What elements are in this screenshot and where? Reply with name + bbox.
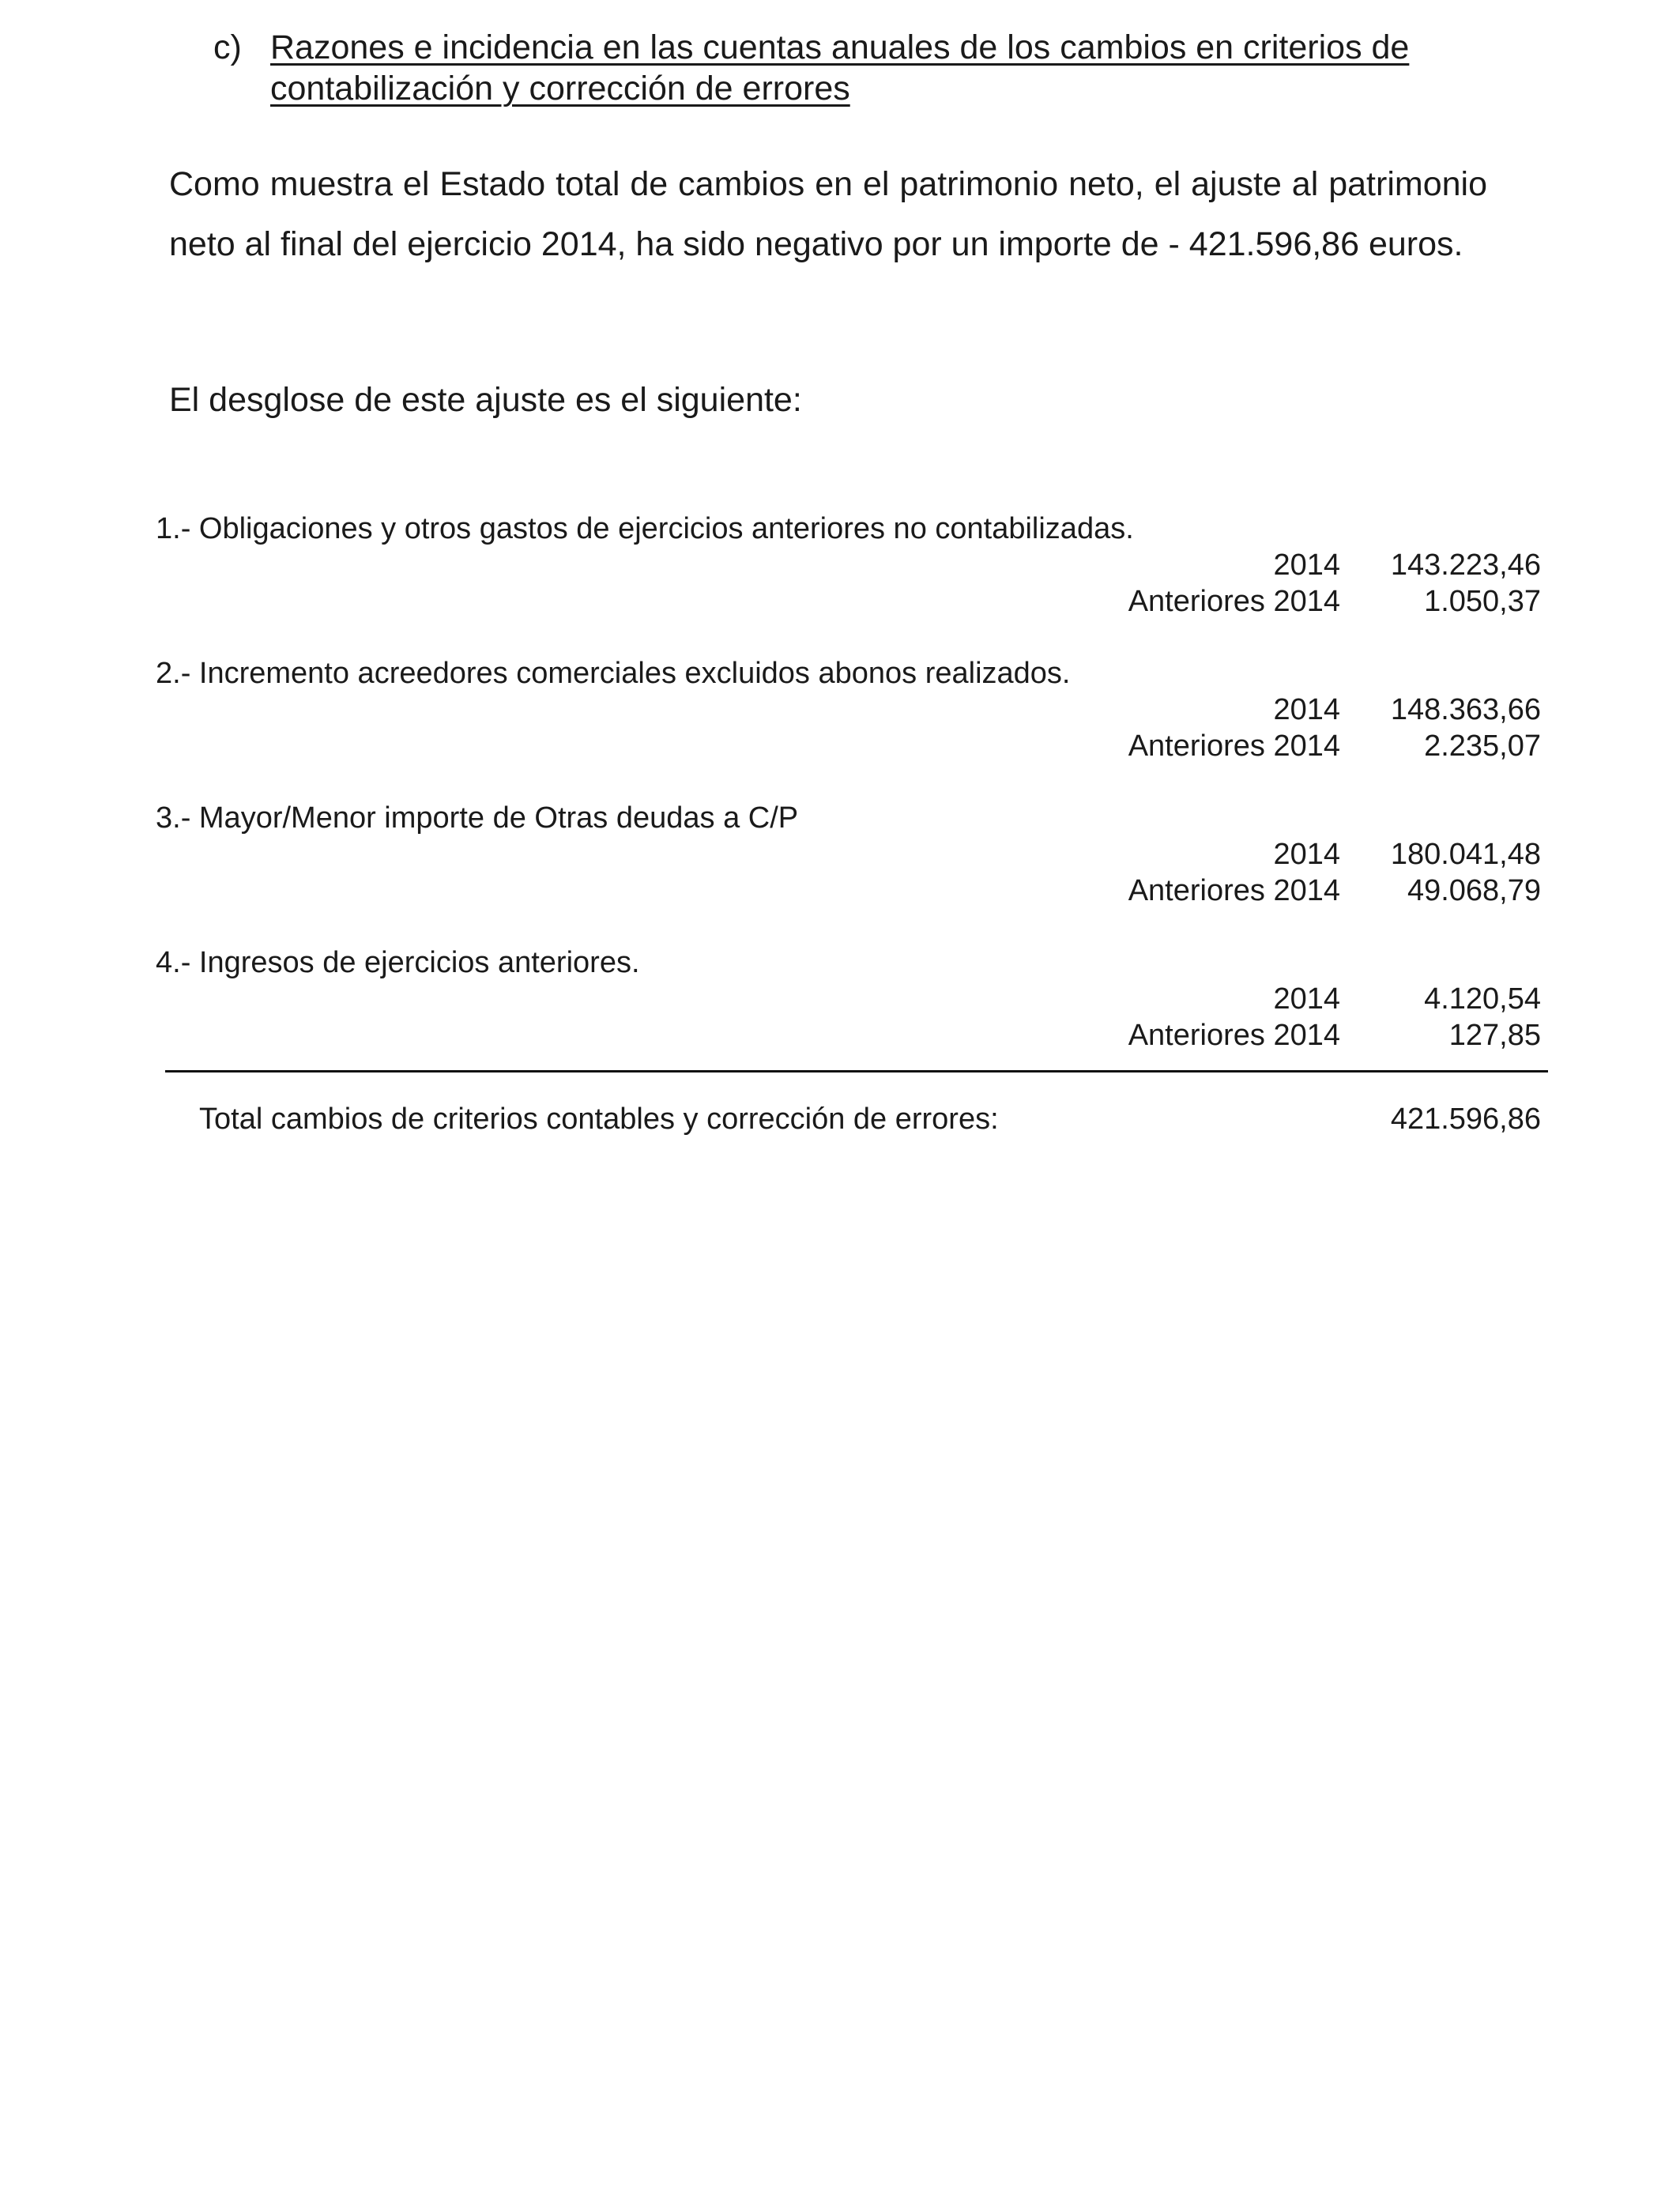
row-value: 4.120,54 bbox=[1424, 982, 1541, 1016]
row-label: Anteriores 2014 bbox=[1128, 729, 1340, 763]
total-label: Total cambios de criterios contables y corrección de errores: bbox=[199, 1103, 999, 1136]
row-label: 2014 bbox=[1273, 838, 1340, 871]
row-value: 2.235,07 bbox=[1424, 729, 1541, 763]
total-divider bbox=[165, 1070, 1548, 1072]
breakdown-intro: El desglose de este ajuste es el siguiente: bbox=[169, 381, 802, 419]
row-value: 148.363,66 bbox=[1390, 693, 1541, 726]
item-title: 3.- Mayor/Menor importe de Otras deudas a C/P bbox=[156, 801, 799, 835]
total-value: 421.596,86 bbox=[1390, 1103, 1541, 1136]
row-label: Anteriores 2014 bbox=[1128, 1019, 1340, 1052]
row-value: 1.050,37 bbox=[1424, 585, 1541, 618]
row-value: 180.041,48 bbox=[1390, 838, 1541, 871]
row-value: 143.223,46 bbox=[1390, 548, 1541, 582]
row-value: 127,85 bbox=[1448, 1019, 1541, 1052]
row-label: 2014 bbox=[1273, 693, 1340, 726]
row-value: 49.068,79 bbox=[1407, 874, 1541, 907]
row-label: Anteriores 2014 bbox=[1128, 585, 1340, 618]
section-title: Razones e incidencia en las cuentas anuales de los cambios en criterios de contabilización y corrección de errores bbox=[270, 28, 1410, 107]
item-title: 1.- Obligaciones y otros gastos de ejercicios anteriores no contabilizadas. bbox=[156, 512, 1134, 545]
section-letter: c) bbox=[213, 28, 242, 66]
item-title: 4.- Ingresos de ejercicios anteriores. bbox=[156, 946, 640, 979]
body-paragraph: Como muestra el Estado total de cambios en el patrimonio neto, el ajuste al patrimonio neto al final del ejercicio 2014, ha sido negativo por un importe de - 421.596,86 euros. bbox=[169, 165, 1487, 263]
row-label: 2014 bbox=[1273, 982, 1340, 1016]
row-label: 2014 bbox=[1273, 548, 1340, 582]
row-label: Anteriores 2014 bbox=[1128, 874, 1340, 907]
item-title: 2.- Incremento acreedores comerciales excluidos abonos realizados. bbox=[156, 657, 1071, 690]
